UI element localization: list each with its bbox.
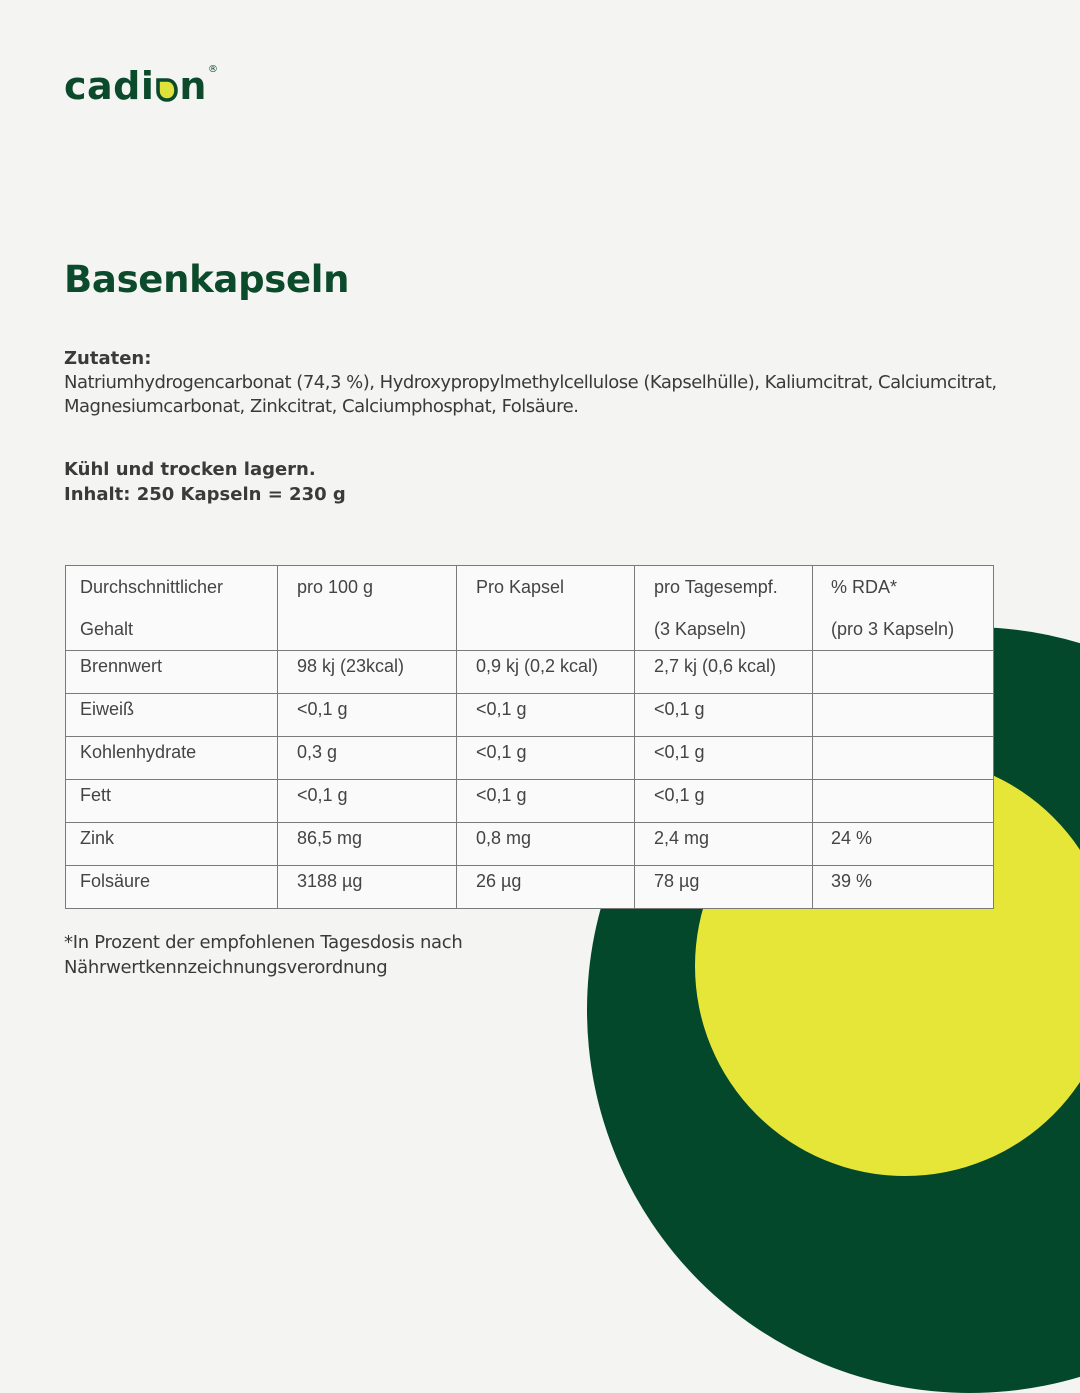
value-per-capsule: 26 µg [457,866,635,909]
header-rda-percent: % RDA* (pro 3 Kapseln) [813,566,994,651]
nutrient-name: Kohlenhydrate [66,737,278,780]
value-per-daily-dose: 2,4 mg [635,823,813,866]
rda-footnote: *In Prozent der empfohlenen Tagesdosis nach Nährwertkennzeichnungsverordnung [64,932,463,978]
value-per-capsule: <0,1 g [457,694,635,737]
value-rda: 24 % [813,823,994,866]
storage-section [64,457,346,507]
value-per-daily-dose: 78 µg [635,866,813,909]
table-row-folsaeure [66,866,994,909]
table-row-zink [66,823,994,866]
nutrient-name: Fett [66,780,278,823]
value-rda [813,651,994,694]
nutrition-table [65,565,994,909]
header-per-100g: pro 100 g [278,566,457,651]
value-per-daily-dose: <0,1 g [635,694,813,737]
value-per-100g: 98 kj (23kcal) [278,651,457,694]
table-row-fett [66,780,994,823]
value-per-100g: 3188 µg [278,866,457,909]
nutrient-name: Zink [66,823,278,866]
ingredients-section [64,347,1024,419]
table-row-kohlenhydrate [66,737,994,780]
storage-instruction: Kühl und trocken lagern. [64,459,316,480]
value-per-100g: 86,5 mg [278,823,457,866]
header-per-daily-dose: pro Tagesempf. (3 Kapseln) [635,566,813,651]
value-per-daily-dose: <0,1 g [635,780,813,823]
ingredients-label: Zutaten: [64,348,152,369]
value-rda [813,694,994,737]
leaf-drop-icon [156,77,178,103]
header-average-content: Durchschnittlicher Gehalt [66,566,278,651]
registered-mark: ® [207,64,218,75]
table-row-brennwert [66,651,994,694]
nutrient-name: Folsäure [66,866,278,909]
value-per-capsule: <0,1 g [457,780,635,823]
value-rda: 39 % [813,866,994,909]
nutrient-name: Brennwert [66,651,278,694]
value-per-100g: <0,1 g [278,694,457,737]
cadion-logo [64,62,218,106]
value-per-capsule: 0,9 kj (0,2 kcal) [457,651,635,694]
value-per-100g: 0,3 g [278,737,457,780]
ingredients-text: Natriumhydrogencarbonat (74,3 %), Hydroxypropylmethylcellulose (Kapselhülle), Kaliumcitrat, Calciumcitrat, Magnesiumcarbonat, Zinkcitrat, Calciumphosphat, Folsäure. [64,372,997,417]
value-per-capsule: 0,8 mg [457,823,635,866]
value-rda [813,780,994,823]
value-per-100g: <0,1 g [278,780,457,823]
value-per-daily-dose: <0,1 g [635,737,813,780]
value-per-capsule: <0,1 g [457,737,635,780]
nutrient-name: Eiweiß [66,694,278,737]
logo-text-suffix: n [179,64,207,108]
table-row-eiweiss [66,694,994,737]
logo-text-prefix: cadi [64,64,155,108]
value-rda [813,737,994,780]
table-header-row [66,566,994,651]
value-per-daily-dose: 2,7 kj (0,6 kcal) [635,651,813,694]
header-per-capsule: Pro Kapsel [457,566,635,651]
package-content: Inhalt: 250 Kapseln = 230 g [64,484,346,505]
product-title: Basenkapseln [64,258,350,301]
